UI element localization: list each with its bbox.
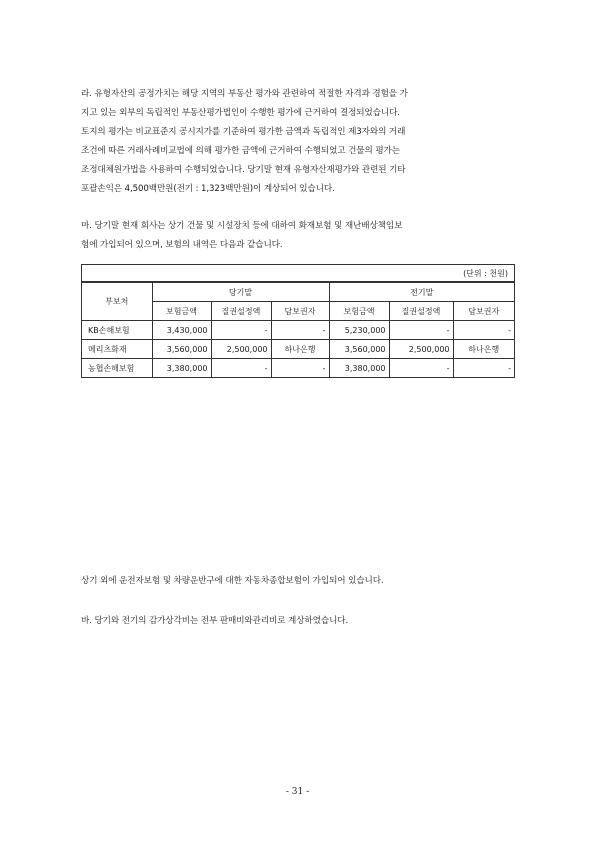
cell-current-holder: - [271, 359, 329, 378]
table-row [82, 359, 514, 378]
cell-current-holder: 하나은행 [271, 340, 329, 359]
cell-prior-amount: 3,560,000 [329, 340, 389, 359]
header-current-amount: 보험금액 [152, 302, 211, 321]
text-line: 라. 유형자산의 공정가치는 해당 지역의 부동산 평가와 관련하여 적절한 자격과 경험을 가 [81, 89, 408, 99]
text-line: 포괄손익은 4,500백만원(전기 : 1,323백만원)이 계상되어 있습니다. [81, 184, 335, 194]
table-row [82, 340, 514, 359]
paragraph-ba-depreciation [81, 612, 517, 631]
cell-prior-pledge: - [389, 359, 453, 378]
header-prior-period: 전기말 [329, 283, 514, 302]
text-line: 조정대체원가법을 사용하여 수행되었습니다. 당기말 현재 유형자산재평가와 관련된 기타 [81, 165, 406, 175]
cell-prior-pledge: 2,500,000 [389, 340, 453, 359]
cell-current-pledge: - [211, 359, 271, 378]
cell-current-pledge: - [211, 321, 271, 340]
header-current-holder: 담보권자 [271, 302, 329, 321]
cell-prior-holder: - [453, 321, 514, 340]
page-number: - 31 - [285, 787, 310, 797]
paragraph-ra-fair-value [81, 85, 517, 199]
cell-prior-holder: 하나은행 [453, 340, 514, 359]
header-current-period: 당기말 [152, 283, 329, 302]
cell-prior-holder: - [453, 359, 514, 378]
header-prior-amount: 보험금액 [329, 302, 389, 321]
header-insurer: 부보처 [82, 283, 152, 321]
text-line: 마. 당기말 현재 회사는 상기 건물 및 시설장치 등에 대하여 화재보험 및 재난배상책임보 [81, 221, 403, 231]
cell-current-amount: 3,380,000 [152, 359, 211, 378]
text-line: 바. 당기와 전기의 감가상각비는 전부 판매비와관리비로 계상하였습니다. [81, 616, 349, 626]
cell-current-holder: - [271, 321, 329, 340]
cell-current-pledge: 2,500,000 [211, 340, 271, 359]
cell-insurer: 메리츠화재 [82, 340, 152, 359]
cell-insurer: KB손해보험 [82, 321, 152, 340]
text-line: 조건에 따른 거래사례비교법에 의해 평가한 금액에 근거하여 수행되었고 건물의 평가는 [81, 146, 400, 156]
header-prior-pledge: 질권설정액 [389, 302, 453, 321]
cell-current-amount: 3,430,000 [152, 321, 211, 340]
insurance-table [81, 264, 515, 378]
paragraph-other-insurance [81, 572, 517, 591]
text-line: 토지의 평가는 비교표준지 공시지가를 기준하여 평가한 금액과 독립적인 제3자와의 거래 [81, 127, 406, 137]
text-line: 상기 외에 운전자보험 및 차량운반구에 대한 자동차종합보험이 가입되어 있습니다. [81, 576, 384, 586]
cell-insurer: 농협손해보험 [82, 359, 152, 378]
paragraph-ma-insurance [81, 217, 517, 255]
table-row [82, 321, 514, 340]
header-current-pledge: 질권설정액 [211, 302, 271, 321]
text-line: 지고 있는 외부의 독립적인 부동산평가법인이 수행한 평가에 근거하여 결정되었습니다. [81, 108, 400, 118]
header-prior-holder: 담보권자 [453, 302, 514, 321]
cell-prior-amount: 3,380,000 [329, 359, 389, 378]
cell-prior-amount: 5,230,000 [329, 321, 389, 340]
unit-label: (단위 : 천원) [82, 265, 514, 282]
text-line: 험에 가입되어 있으며, 보험의 내역은 다음과 같습니다. [81, 240, 283, 250]
cell-current-amount: 3,560,000 [152, 340, 211, 359]
cell-prior-pledge: - [389, 321, 453, 340]
